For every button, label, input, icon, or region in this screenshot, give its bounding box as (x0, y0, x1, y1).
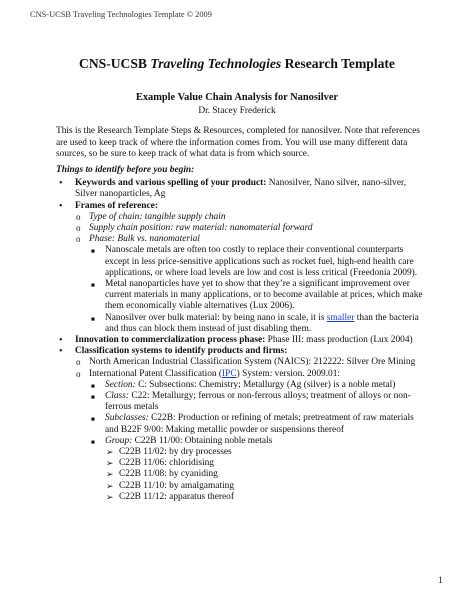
smaller-link[interactable]: smaller (326, 312, 355, 323)
ipc-subclass-label: Subclasses: (105, 413, 149, 424)
title-prefix: CNS-UCSB (79, 56, 151, 71)
arrow-marker-icon: ➢ (106, 469, 114, 480)
frames-label: Frames of reference: (75, 200, 158, 211)
circle-marker: o (76, 368, 81, 379)
title-suffix: Research Template (281, 56, 395, 71)
square-marker: ■ (91, 438, 95, 446)
phase-point (89, 245, 426, 279)
square-marker: ■ (91, 248, 95, 256)
phase-point (89, 279, 426, 313)
circle-marker: o (76, 223, 81, 234)
keywords-item (56, 178, 426, 200)
group-text: C22B 11/08: by cyaniding (119, 469, 218, 480)
keywords-label: Keywords and various spelling of your product: (75, 178, 267, 189)
page-number: 1 (438, 576, 443, 586)
group-text: C22B 11/02: by dry processes (119, 447, 232, 458)
intro-paragraph: This is the Research Template Steps & Resources, completed for nanosilver. Note that references are used to keep track of where the information comes from. You will use many different data sources, so be sure to keep track of what data is from which source. (56, 126, 420, 160)
phase-point (89, 313, 426, 335)
innovation-label: Innovation to commercialization process phase: (75, 335, 266, 346)
innovation-text: Phase III: mass production (Lux 2004) (265, 335, 413, 346)
document-subtitle: Example Value Chain Analysis for Nanosilver (135, 92, 339, 103)
frame-text: Phase: Bulk vs. nanomaterial (89, 234, 200, 245)
ipc-item (73, 369, 426, 503)
ipc-text-pre: International Patent Classification ( (89, 368, 223, 379)
ipc-section-text: C: Subsections: Chemistry; Metallurgy (Ag (silver) is a noble metal) (135, 379, 396, 390)
group-text: C22B 11/12: apparatus thereof (119, 491, 234, 502)
keywords-text: Nanosilver, Nano silver, nano-silver, Silver nanoparticles, Ag (75, 178, 407, 200)
circle-marker: o (76, 211, 81, 222)
ipc-list (89, 380, 426, 503)
document-title (0, 56, 474, 72)
group-item (105, 481, 426, 492)
bulk-text-post: than the bacteria and thus can block them instead of just disabling them. (105, 312, 419, 334)
arrow-marker-icon: ➢ (106, 447, 114, 458)
document-author: Dr. Stacey Frederick (198, 106, 276, 116)
arrow-marker-icon: ➢ (106, 491, 114, 502)
square-marker: ■ (91, 315, 95, 323)
phase-list (89, 245, 426, 335)
frame-text: Type of chain: tangible supply chain (89, 211, 226, 222)
classification-item (56, 346, 426, 503)
arrow-marker-icon: ➢ (106, 480, 114, 491)
phase-point-text: Nanoscale metals are often too costly to replace their conventional counterparts except in less price-sensitive applications such as rocket fuel, high-end health care applications, or where load levels are low and cost is less critical (Freedonia 2009). (105, 245, 418, 278)
ipc-group-text: C22B 11/00: Obtaining noble metals (132, 435, 273, 446)
ipc-subclass-text: C22B: Production or refining of metals; pretreatment of raw materials and B22F 9/00: Making metallic powder or suspensions thereof (105, 413, 414, 435)
square-marker: ■ (91, 416, 95, 424)
bullet-marker: • (59, 346, 63, 358)
ipc-text-post: ) System: version. 2009.01: (236, 368, 341, 379)
ipc-class-text: C22: Metallurgy; ferrous or non-ferrous alloys; treatment of alloys or non-ferrous metals (105, 391, 411, 413)
classification-list (73, 357, 426, 503)
arrow-marker-icon: ➢ (106, 458, 114, 469)
ipc-section-label: Section: (105, 379, 136, 390)
ipc-link[interactable]: IPC (222, 368, 237, 379)
ipc-group-item (89, 436, 426, 503)
main-content (56, 165, 426, 503)
page-header: CNS-UCSB Traveling Technologies Template © 2009 (30, 10, 212, 19)
square-marker: ■ (91, 382, 95, 390)
group-item (105, 492, 426, 503)
classification-label: Classification systems to identify products and firms: (75, 346, 288, 357)
frame-item (73, 212, 426, 223)
innovation-item (56, 335, 426, 346)
circle-marker: o (76, 357, 81, 368)
ipc-class-label: Class: (105, 391, 129, 402)
group-item (105, 458, 426, 469)
naics-item (73, 357, 426, 368)
ipc-class-item (89, 391, 426, 413)
level1-list (56, 178, 426, 503)
frame-text: Supply chain position: raw material: nanomaterial forward (89, 223, 313, 234)
group-item (105, 447, 426, 458)
group-list (105, 447, 426, 503)
title-italic: Traveling Technologies (150, 56, 282, 71)
bullet-marker: • (59, 200, 63, 212)
bullet-marker: • (59, 335, 63, 347)
naics-text: North American Industrial Classification System (NAICS): 212222: Silver Ore Mining (89, 357, 416, 368)
square-marker: ■ (91, 394, 95, 402)
bullet-marker: • (59, 178, 63, 190)
square-marker: ■ (91, 282, 95, 290)
frames-item (56, 201, 426, 335)
bulk-text-pre: Nanosilver over bulk material: by being nano in scale, it is (105, 312, 327, 323)
group-text: C22B 11/10: by amalgamating (119, 480, 235, 491)
phase-point-text: Metal nanoparticles have yet to show that they’re a significant improvement over current materials in many applications, or to become available at prices, which make them economically viable alternatives (Lux 2006). (105, 279, 423, 312)
group-text: C22B 11/06: chloridising (119, 458, 214, 469)
group-item (105, 469, 426, 480)
ipc-group-label: Group: (105, 435, 133, 446)
section-heading: Things to identify before you begin: (56, 165, 195, 175)
ipc-subclass-item (89, 413, 426, 435)
circle-marker: o (76, 234, 81, 245)
frame-item (73, 234, 426, 335)
frames-list (73, 212, 426, 335)
ipc-section-item (89, 380, 426, 391)
frame-item (73, 223, 426, 234)
